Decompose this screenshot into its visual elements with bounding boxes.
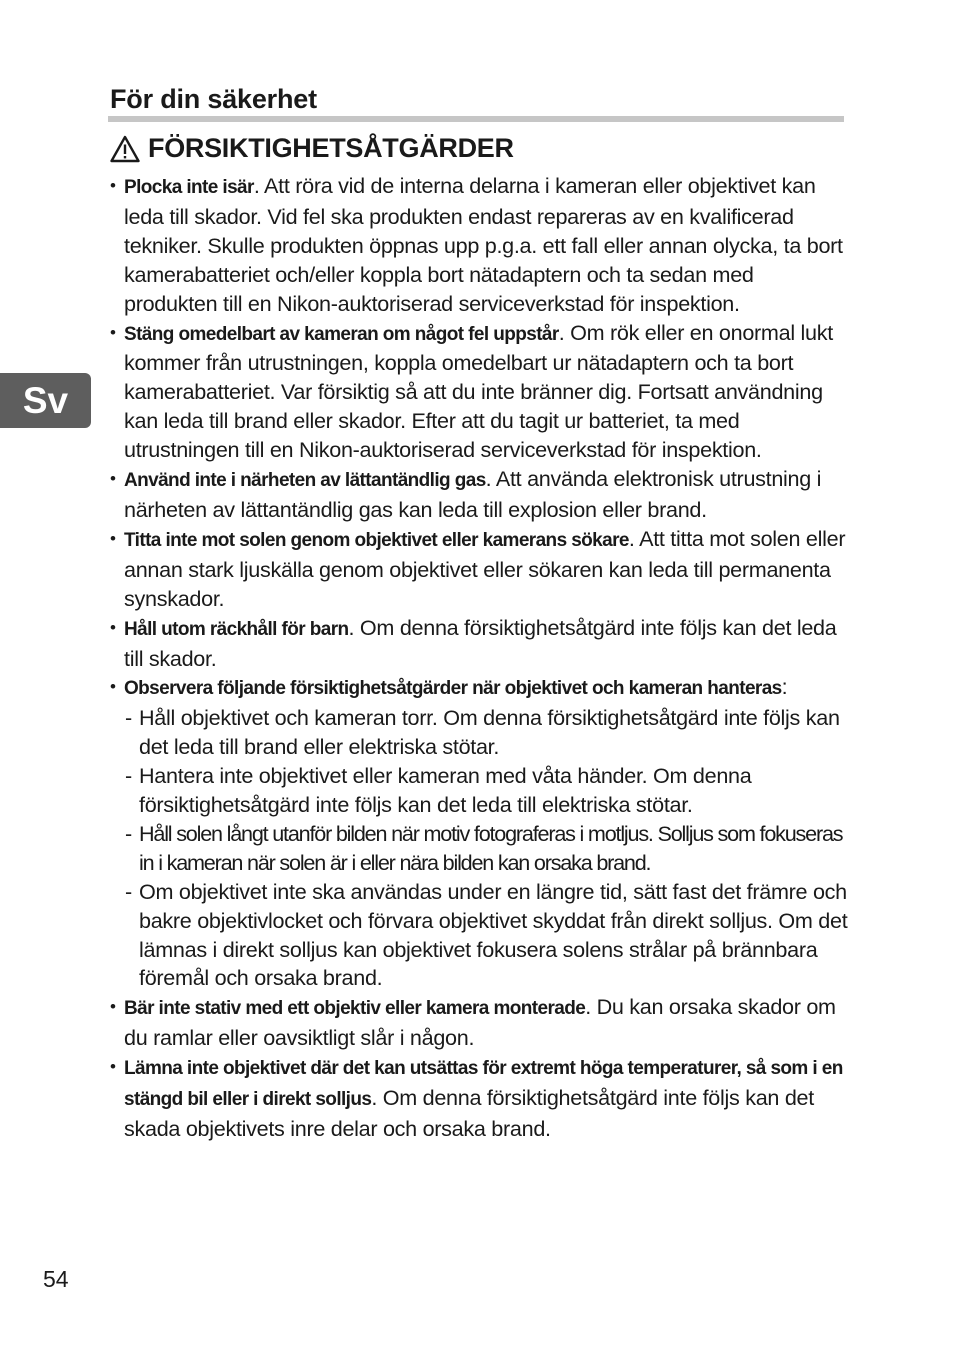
item-lead: Bär inte stativ med ett objektiv eller kamera monterade bbox=[124, 998, 586, 1020]
sub-list-item: - Håll solen långt utanför bilden när motiv fotograferas i motljus. Solljus som fokuseras in i kameran när solen är i eller nära bilden kan orsaka brand. bbox=[124, 820, 850, 878]
title-divider bbox=[108, 116, 844, 122]
item-lead: Titta inte mot solen genom objektivet eller kamerans sökare bbox=[124, 529, 629, 551]
list-item bbox=[108, 525, 850, 614]
item-text: . Att titta mot solen eller annan stark ljuskälla genom objektivet eller sökaren kan leda till permanenta synskador. bbox=[124, 525, 846, 611]
list-item bbox=[108, 465, 850, 525]
section-heading bbox=[110, 133, 514, 164]
item-lead: Lämna inte objektivet där det kan utsättas för extremt höga temperaturer, så som i en stängd bil eller i direkt solljus bbox=[124, 1058, 843, 1111]
sub-list-item: - Hantera inte objektivet eller kameran med våta händer. Om denna försiktighetsåtgärd inte följs kan det leda till elektriska stötar. bbox=[124, 762, 850, 820]
list-item bbox=[108, 614, 850, 674]
section-title: FÖRSIKTIGHETSÅTGÄRDER bbox=[148, 133, 514, 163]
list-item bbox=[108, 319, 850, 466]
sub-list bbox=[124, 704, 850, 993]
precautions-content bbox=[108, 172, 850, 1144]
item-lead: Håll utom räckhåll för barn bbox=[124, 618, 349, 640]
item-text: . Du kan orsaka skador om du ramlar eller oavsiktligt slår i någon. bbox=[124, 994, 836, 1051]
sub-list-item: - Om objektivet inte ska användas under en längre tid, sätt fast det främre och bakre objektivlocket och förvara objektivet skyddat från direkt solljus. Om det lämnas i direkt solljus kan objektivet fokusera solens strålar på brännbara föremål och orsaka brand. bbox=[124, 878, 850, 994]
list-item bbox=[108, 673, 850, 993]
item-lead: Stäng omedelbart av kameran om något fel uppstår bbox=[124, 323, 559, 345]
item-lead: Plocka inte isär bbox=[124, 177, 254, 198]
warning-triangle-icon bbox=[110, 135, 140, 163]
page-number: 54 bbox=[43, 1266, 69, 1292]
item-text: . Om rök eller en onormal lukt kommer från utrustningen, koppla omedelbart ur nätadaptern och ta bort kamerabatteriet. Var försiktig så att du inte bränner dig. Fortsatt användning kan leda till brand eller skador. Efter att du tagit ur batteriet, ta med utrustningen till en Nikon-auktoriserad serviceverkstad för inspektion. bbox=[124, 319, 833, 463]
item-text: : bbox=[781, 674, 788, 700]
list-item bbox=[108, 993, 850, 1053]
item-text: . Om denna försiktighetsåtgärd inte följs kan det leda till skador. bbox=[124, 614, 837, 671]
item-lead: Använd inte i närheten av lättantändlig gas bbox=[124, 470, 486, 492]
page-title: För din säkerhet bbox=[110, 84, 317, 114]
item-lead: Observera följande försiktighetsåtgärder när objektivet och kameran hanteras bbox=[124, 678, 782, 700]
item-text: . Att röra vid de interna delarna i kameran eller objektivet kan leda till skador. Vid fel ska produkten endast repareras av en kvalificerad tekniker. Skulle produkten öppnas upp p.g.a. ett fall eller annan olycka, ta bort kamerabatteriet och/eller koppla bort nätadaptern och ta sedan med produkten till en Nikon-auktoriserad serviceverkstad för inspektion. bbox=[124, 173, 843, 316]
item-text: . Att använda elektronisk utrustning i närheten av lättantändlig gas kan leda till explosion eller brand. bbox=[124, 466, 822, 522]
list-item bbox=[108, 1053, 850, 1144]
sub-list-item: - Håll objektivet och kameran torr. Om denna försiktighetsåtgärd inte följs kan det leda till brand eller elektriska stötar. bbox=[124, 704, 850, 762]
item-text: . Om denna försiktighetsåtgärd inte följs kan det skada objektivets inre delar och orsaka brand. bbox=[124, 1085, 814, 1141]
precautions-list bbox=[108, 172, 850, 1144]
language-tab: Sv bbox=[0, 373, 91, 428]
list-item bbox=[108, 172, 850, 319]
